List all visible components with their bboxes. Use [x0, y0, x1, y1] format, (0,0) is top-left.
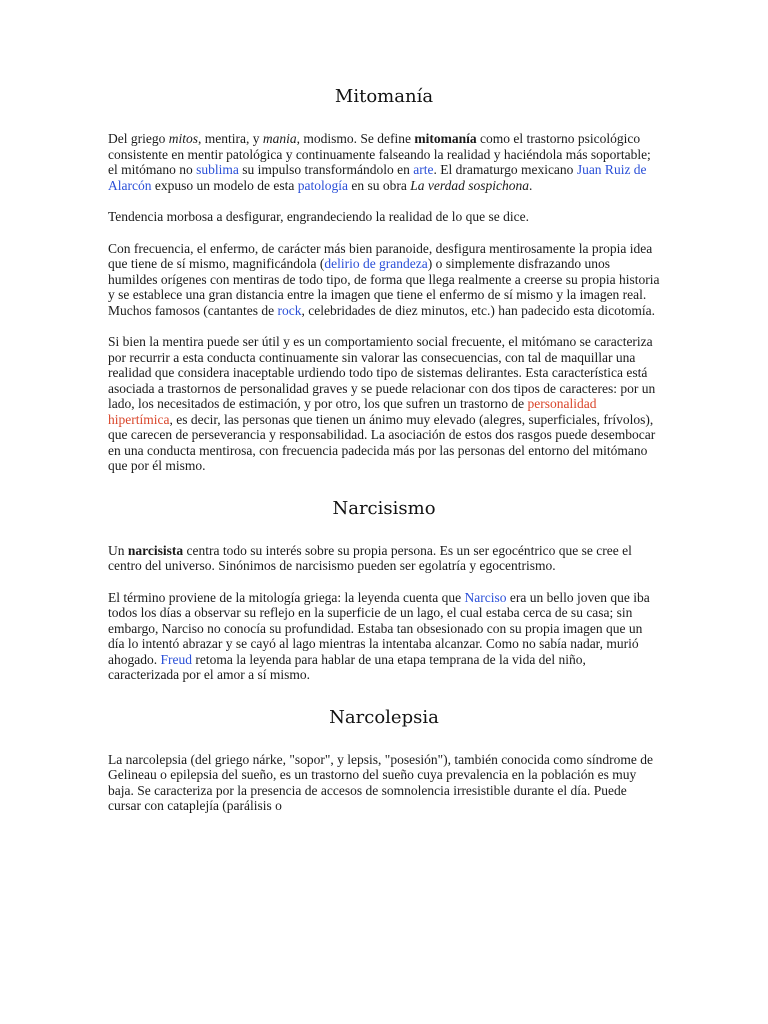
text-run: centra todo su interés sobre su propia persona. Es un ser egocéntrico que se cree el centro del universo. Sinónimos de narcisismo pueden ser egolatría y egocentrismo. — [108, 542, 632, 573]
text-run: La narcolepsia (del griego nárke, "sopor", y lepsis, "posesión"), también conocida como síndrome de Gelineau o epilepsia del sueño, es un trastorno del sueño cuya prevalencia en la población es muy baja. Se caracteriza por la presencia de accesos de somnolencia irresistible durante el día. Puede cursar con cataplejía (parálisis o — [108, 751, 654, 813]
text-run: Si bien la mentira puede ser útil y es un comportamiento social frecuente, el mitómano se caracteriza por recurrir a esta conducta continuamente sin valorar las consecuencias, con tal de maquillar una realidad que considera inaceptable urdiendo todo tipo de sistemas delirantes. Esta característica está asociada a trastornos de personalidad graves y se puede relacionar con dos tipos de caracteres: por un lado, los necesitados de estimación, y por otro, los que sufren un trastorno de — [108, 334, 656, 411]
inline-link[interactable]: Narciso — [464, 589, 507, 605]
paragraph — [108, 543, 660, 574]
italic-term: mania — [262, 131, 297, 146]
text-run: . El dramaturgo mexicano — [433, 162, 577, 177]
text-run: , mentira, y — [198, 131, 263, 146]
paragraph — [108, 752, 660, 814]
paragraph — [108, 334, 660, 474]
text-run: era un bello joven que iba todos los días a observar su reflejo en la superficie de un lago, el cual estaba cerca de su casa; sin embargo, Narciso no conocía su profundidad. Estaba tan obsesionado con su propia imagen que un día lo intentó abrazar y se cayó al lago mientras la intentaba alcanzar. Como no sabía nadar, murió ahogado. — [108, 589, 650, 667]
text-run: su impulso transformándolo en — [238, 162, 414, 177]
inline-link[interactable]: arte — [413, 162, 434, 177]
section-gap — [108, 490, 660, 498]
section-gap — [108, 699, 660, 707]
text-run: , celebridades de diez minutos, etc.) han padecido esta dicotomía. — [301, 302, 655, 318]
text-run: Con frecuencia, el enfermo, de carácter más bien paranoide, desfigura mentirosamente la propia idea que tiene de sí mismo, magnificándola ( — [108, 240, 653, 271]
text-run: Un — [108, 542, 128, 558]
section-title: Narcisismo — [332, 497, 436, 519]
section-title: Mitomanía — [334, 86, 434, 107]
italic-term: La verdad sospichona — [410, 177, 529, 193]
paragraph — [108, 131, 660, 193]
text-run: ) o simplemente disfrazando unos humildes orígenes con mentiras de todo tipo, de forma que llega realmente a creerse su propia historia y se establece una gran distancia entre la imagen que tiene el enfermo de sí mismo y la imagen real. Muchos famosos (cantantes de — [108, 256, 660, 318]
paragraph — [108, 241, 660, 319]
inline-link[interactable]: patología — [297, 177, 348, 193]
text-run: como el trastorno psicológico consistente en mentir patológica y continuamente falseando la realidad y haciéndola más soportable; el mitómano no — [108, 131, 651, 177]
inline-link[interactable]: Freud — [160, 651, 192, 667]
document-content — [108, 86, 660, 830]
paragraph — [108, 590, 660, 683]
bold-term: mitomanía — [414, 131, 477, 146]
inline-link[interactable]: personalidad hipertímica — [108, 396, 597, 427]
text-run: El término proviene de la mitología griega: la leyenda cuenta que — [108, 589, 465, 605]
paragraph — [108, 209, 660, 225]
text-run: , es decir, las personas que tienen un ánimo muy elevado (alegres, superficiales, frívolos), que carecen de perseverancia y responsabilidad. La asociación de estos dos rasgos puede desembocar en una conducta mentirosa, con frecuencia padecida más por las personas del entorno del mitómano que por él mismo. — [108, 411, 656, 473]
text-run: expuso un modelo de esta — [151, 177, 298, 193]
inline-link[interactable]: rock — [277, 302, 302, 318]
inline-link[interactable]: sublima — [196, 162, 239, 177]
text-run: , modismo. Se define — [296, 131, 415, 146]
italic-term: mitos — [168, 131, 198, 146]
section-title: Narcolepsia — [329, 706, 439, 728]
inline-link[interactable]: Juan Ruiz de Alarcón — [108, 162, 647, 193]
text-run: en su obra — [347, 177, 411, 193]
text-run: Tendencia morbosa a desfigurar, engrandeciendo la realidad de lo que se dice. — [108, 209, 529, 224]
inline-link[interactable]: delirio de grandeza — [324, 256, 428, 271]
text-run: . — [528, 177, 533, 193]
bold-term: narcisista — [127, 542, 184, 558]
text-run: retoma la leyenda para hablar de una etapa temprana de la vida del niño, caracterizada por el amor a sí mismo. — [108, 651, 586, 682]
text-run: Del griego — [108, 131, 169, 146]
